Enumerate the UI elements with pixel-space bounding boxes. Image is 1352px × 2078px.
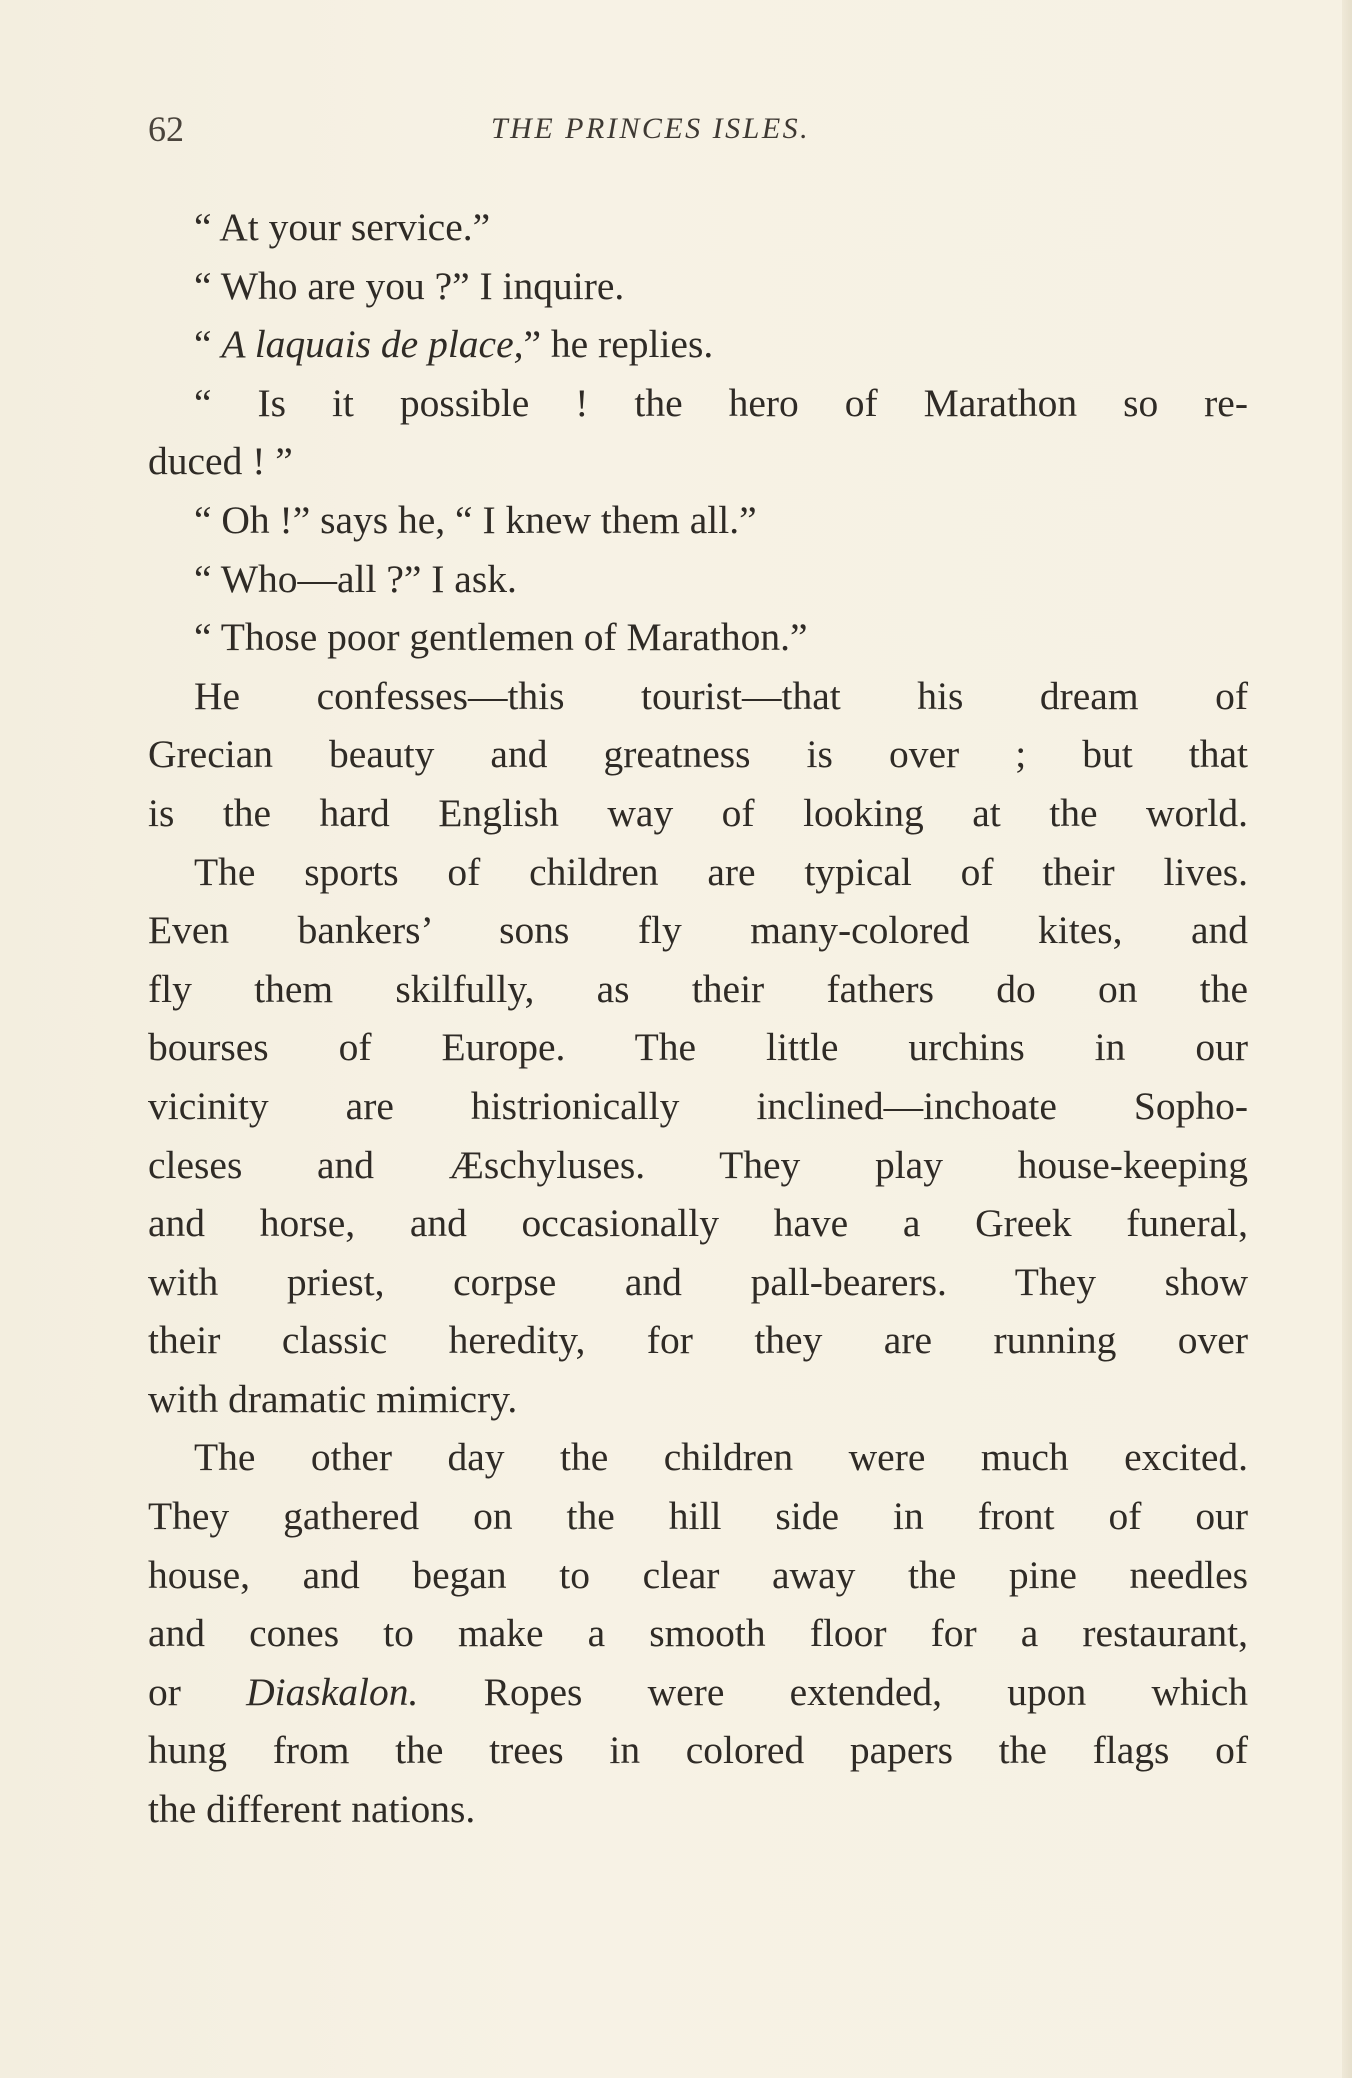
text-segment: “ [194, 322, 222, 367]
text-line: duced ! ” [148, 439, 293, 484]
text-segment: Ropes were extended, upon which [418, 1669, 1248, 1714]
page-header [148, 108, 1248, 168]
text-line: They gathered on the hill side in front of our [148, 1494, 1248, 1539]
text-line: and cones to make a smooth floor for a restaurant, [148, 1611, 1248, 1656]
text-line: hung from the trees in colored papers the flags of [148, 1728, 1248, 1773]
running-head: THE PRINCES ISLES. [491, 112, 811, 145]
text-line: “ Who are you ?” I inquire. [194, 263, 625, 308]
text-line: The other day the children were much excited. [194, 1435, 1248, 1480]
page-edge [1342, 0, 1352, 2078]
text-line: The sports of children are typical of their lives. [194, 849, 1248, 894]
page-number: 62 [148, 109, 184, 149]
text-line: and horse, and occasionally have a Greek funeral, [148, 1201, 1248, 1246]
text-segment: ” he replies. [523, 322, 714, 367]
text-line [148, 315, 1248, 374]
text-line: fly them skilfully, as their fathers do on the [148, 966, 1248, 1011]
text-line: “ Who—all ?” I ask. [194, 556, 517, 601]
text-segment: or [148, 1669, 247, 1714]
text-line [148, 1663, 1248, 1722]
text-line: the different nations. [148, 1787, 476, 1832]
italic-phrase: A laquais de place, [221, 322, 524, 367]
text-line: is the hard English way of looking at the world. [148, 790, 1248, 835]
text-line: He confesses—this tourist—that his dream of [194, 673, 1248, 718]
text-line: “ At your service.” [194, 205, 491, 249]
body-text [148, 198, 1248, 1839]
text-line: with priest, corpse and pall-bearers. They show [148, 1259, 1248, 1304]
text-line: with dramatic mimicry. [148, 1376, 518, 1421]
text-line: cleses and Æschyluses. They play house-keeping [148, 1142, 1248, 1187]
text-line: “ Those poor gentlemen of Marathon.” [194, 615, 808, 660]
text-line: vicinity are histrionically inclined—inchoate Sopho- [148, 1083, 1248, 1128]
text-line: house, and began to clear away the pine needles [148, 1552, 1248, 1597]
text-line: their classic heredity, for they are running over [148, 1318, 1248, 1363]
text-line: Even bankers’ sons fly many-colored kites, and [148, 908, 1248, 953]
italic-phrase: Diaskalon. [246, 1669, 419, 1714]
text-line: “ Oh !” says he, “ I knew them all.” [194, 497, 757, 542]
text-line: bourses of Europe. The little urchins in our [148, 1025, 1248, 1070]
text-line: “ Is it possible ! the hero of Marathon so re- [194, 380, 1248, 425]
text-line: Grecian beauty and greatness is over ; but that [148, 732, 1248, 777]
